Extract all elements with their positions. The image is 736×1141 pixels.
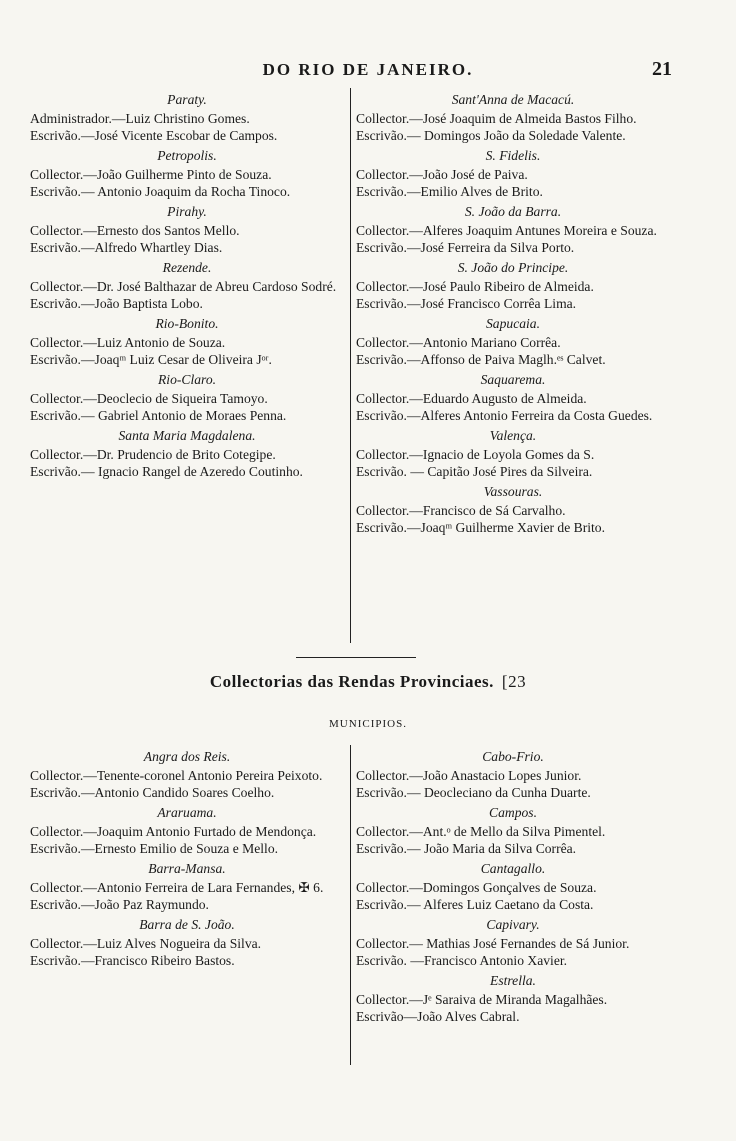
collector-line: Collector.—Ignacio de Loyola Gomes da S.: [356, 447, 595, 462]
town-entry: [30, 371, 344, 424]
collector-line: Collector.—Tenente-coronel Antonio Pereira Peixoto.: [30, 768, 323, 783]
town-entry: [30, 427, 344, 480]
collector-line: Collector.—Ernesto dos Santos Mello.: [30, 223, 240, 238]
column-divider: [350, 745, 351, 1065]
collector-line: Collector.— Mathias José Fernandes de Sá Junior.: [356, 936, 630, 951]
town-entry: [356, 203, 670, 256]
upper-left-column: [30, 88, 350, 643]
collector-line: Collector.—Luiz Alves Nogueira da Silva.: [30, 936, 262, 951]
town-name: Barra de S. João.: [139, 917, 235, 932]
town-name: Rezende.: [162, 260, 212, 275]
collector-line: Collector.—João Guilherme Pinto de Souza.: [30, 167, 272, 182]
town-entry: [30, 203, 344, 256]
page-header: [0, 58, 736, 88]
section-title: [0, 672, 736, 692]
section-title-text: Collectorias das Rendas Provinciaes.: [209, 672, 494, 691]
town-entry: [30, 748, 344, 801]
collector-line: Collector.—Antonio Ferreira de Lara Fernandes, ✠ 6.: [30, 880, 324, 895]
town-name: S. Fidelis.: [485, 148, 541, 163]
town-name: Cantagallo.: [480, 861, 546, 876]
town-name: Paraty.: [167, 92, 207, 107]
town-name: Santa Maria Magdalena.: [118, 428, 256, 443]
section-ref: [23: [501, 672, 527, 691]
escrivao-line: Escrivão.—José Ferreira da Silva Porto.: [356, 240, 575, 255]
escrivao-line: Escrivão.—Joaqᵐ Luiz Cesar de Oliveira Jᵒʳ.: [30, 352, 272, 367]
collector-line: Collector.—Dr. Prudencio de Brito Cotegipe.: [30, 447, 276, 462]
town-entry: [30, 804, 344, 857]
escrivao-line: Escrivão. —Francisco Antonio Xavier.: [356, 953, 568, 968]
town-entry: [30, 860, 344, 913]
escrivao-line: Escrivão.—Alferes Antonio Ferreira da Costa Guedes.: [356, 408, 653, 423]
town-name: Rio-Claro.: [157, 372, 217, 387]
collector-line: Collector.—Ant.ᵒ de Mello da Silva Pimentel.: [356, 824, 606, 839]
escrivao-line: Escrivão.— Deocleciano da Cunha Duarte.: [356, 785, 591, 800]
town-entry: [356, 91, 670, 144]
town-entry: [30, 916, 344, 969]
town-entry: [30, 315, 344, 368]
town-entry: [356, 916, 670, 969]
town-entry: [30, 259, 344, 312]
town-entry: [356, 972, 670, 1025]
town-entry: [356, 371, 670, 424]
escrivao-line: Escrivão.— Ignacio Rangel de Azeredo Coutinho.: [30, 464, 303, 479]
town-entry: [356, 483, 670, 536]
collector-line: Collector.—Jᵉ Saraiva de Miranda Magalhães.: [356, 992, 608, 1007]
upper-right-column: [350, 88, 670, 643]
collector-line: Administrador.—Luiz Christino Gomes.: [30, 111, 250, 126]
town-entry: [356, 315, 670, 368]
collector-line: Collector.—Domingos Gonçalves de Souza.: [356, 880, 597, 895]
town-name: Araruama.: [157, 805, 217, 820]
escrivao-line: Escrivão.—Affonso de Paiva Maglh.ᵉˢ Calvet.: [356, 352, 606, 367]
escrivao-line: Escrivão.—João Baptista Lobo.: [30, 296, 203, 311]
column-divider: [350, 88, 351, 643]
town-name: Sapucaia.: [486, 316, 540, 331]
section-divider: [296, 657, 416, 658]
collector-line: Collector.—Alferes Joaquim Antunes Moreira e Souza.: [356, 223, 657, 238]
escrivao-line: Escrivão.— Alferes Luiz Caetano da Costa.: [356, 897, 594, 912]
escrivao-line: Escrivão.—José Francisco Corrêa Lima.: [356, 296, 577, 311]
town-name: Petropolis.: [157, 148, 217, 163]
town-name: Capivary.: [486, 917, 540, 932]
collector-line: Collector.—Eduardo Augusto de Almeida.: [356, 391, 587, 406]
town-name: Angra dos Reis.: [143, 749, 231, 764]
town-entry: [356, 147, 670, 200]
escrivao-line: Escrivão.— Antonio Joaquim da Rocha Tinoco.: [30, 184, 291, 199]
town-name: Barra-Mansa.: [148, 861, 226, 876]
escrivao-line: Escrivão.—Emilio Alves de Brito.: [356, 184, 543, 199]
escrivao-line: Escrivão.—João Paz Raymundo.: [30, 897, 209, 912]
collector-line: Collector.—Dr. José Balthazar de Abreu Cardoso Sodré.: [30, 279, 337, 294]
collector-line: Collector.—José Joaquim de Almeida Bastos Filho.: [356, 111, 637, 126]
escrivao-line: Escrivão.—Alfredo Whartley Dias.: [30, 240, 223, 255]
town-name: Estrella.: [490, 973, 536, 988]
town-name: Sant'Anna de Macacú.: [451, 92, 575, 107]
town-entry: [356, 259, 670, 312]
town-name: Rio-Bonito.: [155, 316, 219, 331]
page-title: DO RIO DE JANEIRO.: [262, 60, 474, 79]
escrivao-line: Escrivão. — Capitão José Pires da Silveira.: [356, 464, 593, 479]
collector-line: Collector.—Deoclecio de Siqueira Tamoyo.: [30, 391, 268, 406]
town-entry: [356, 748, 670, 801]
section-subheading: MUNICIPIOS.: [329, 718, 407, 730]
town-entry: [30, 147, 344, 200]
collector-line: Collector.—João Anastacio Lopes Junior.: [356, 768, 582, 783]
lower-left-column: [30, 745, 350, 1065]
collector-line: Collector.—João José de Paiva.: [356, 167, 528, 182]
town-entry: [30, 91, 344, 144]
town-name: Saquarema.: [480, 372, 546, 387]
town-name: Vassouras.: [483, 484, 543, 499]
town-name: Valença.: [489, 428, 537, 443]
town-entry: [356, 860, 670, 913]
escrivao-line: Escrivão.—Ernesto Emilio de Souza e Mello.: [30, 841, 279, 856]
escrivao-line: Escrivão.—Joaqᵐ Guilherme Xavier de Brito.: [356, 520, 605, 535]
town-name: Cabo-Frio.: [482, 749, 544, 764]
collector-line: Collector.—Joaquim Antonio Furtado de Mendonça.: [30, 824, 317, 839]
town-entry: [356, 427, 670, 480]
escrivao-line: Escrivão.— Domingos João da Soledade Valente.: [356, 128, 626, 143]
escrivao-line: Escrivão.— João Maria da Silva Corrêa.: [356, 841, 577, 856]
escrivao-line: Escrivão.—José Vicente Escobar de Campos.: [30, 128, 278, 143]
upper-listing: [30, 88, 670, 643]
escrivao-line: Escrivão.—Antonio Candido Soares Coelho.: [30, 785, 275, 800]
escrivao-line: Escrivão.—Francisco Ribeiro Bastos.: [30, 953, 235, 968]
escrivao-line: Escrivão.— Gabriel Antonio de Moraes Penna.: [30, 408, 287, 423]
collector-line: Collector.—Antonio Mariano Corrêa.: [356, 335, 561, 350]
lower-right-column: [350, 745, 670, 1065]
town-name: S. João da Barra.: [464, 204, 562, 219]
page-number: 21: [652, 58, 672, 80]
town-name: S. João do Principe.: [457, 260, 569, 275]
town-entry: [356, 804, 670, 857]
escrivao-line: Escrivão—João Alves Cabral.: [356, 1009, 520, 1024]
town-name: Campos.: [489, 805, 537, 820]
lower-listing: [30, 745, 670, 1065]
town-name: Pirahy.: [167, 204, 207, 219]
collector-line: Collector.—Luiz Antonio de Souza.: [30, 335, 226, 350]
collector-line: Collector.—Francisco de Sá Carvalho.: [356, 503, 566, 518]
collector-line: Collector.—José Paulo Ribeiro de Almeida.: [356, 279, 594, 294]
